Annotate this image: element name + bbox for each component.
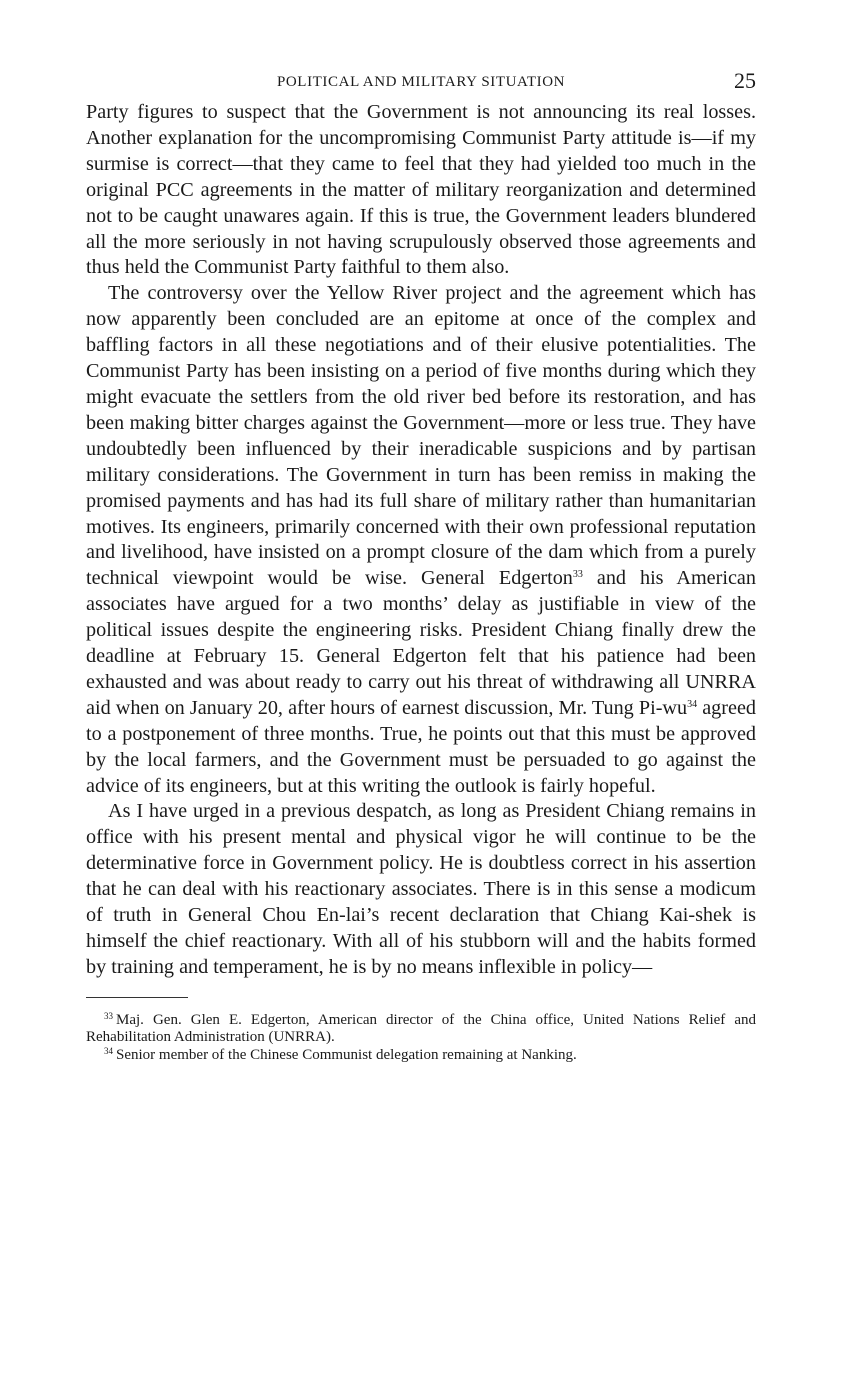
paragraph-3-text: As I have urged in a previous despatch, as long as President Chiang remains in office with his present mental and physical vigor he will continue to be the determinative force in Government policy. He is doubtless correct in his assertion that he can deal with his reactionary associates. There is in this sense a modicum of truth in General Chou En-lai’s recent declaration that Chiang Kai-shek is himself the chief reactionary. With all of his stubborn will and the habits formed by training and temperament, he is by no means inflexible in policy— [86,800,756,978]
footnote-divider [86,997,188,998]
page-number: 25 [734,68,756,93]
footnote-text: Senior member of the Chinese Communist delegation remaining at Nanking. [116,1046,577,1063]
footnote-marker: 33 [104,1010,113,1021]
paragraph-1 [86,100,756,281]
book-page [86,66,756,1065]
paragraph-1-text: Party figures to suspect that the Government is not announcing its real losses. Another explanation for the uncompromising Communist Party attitude is—if my surmise is correct—that they came to feel that they had yielded too much in the original PCC agreements in the matter of military reorganization and determined not to be caught unawares again. If this is true, the Government leaders blundered all the more seriously in not having scrupulously observed those agreements and thus held the Communist Party faithful to them also. [86,101,756,279]
footnote-ref-33[interactable]: 33 [572,569,583,581]
body-text [86,100,756,981]
footnote-ref-34[interactable]: 34 [687,698,698,710]
footnote-33 [86,1012,756,1046]
running-title: POLITICAL AND MILITARY SITUATION [276,74,566,90]
footnote-marker: 34 [104,1045,113,1056]
footnotes [86,1012,756,1064]
paragraph-3 [86,799,756,980]
footnote-34 [86,1047,756,1064]
paragraph-2-text-a: The controversy over the Yellow River project and the agreement which has now apparently been concluded are an epitome at once of the complex and baffling factors in all these negotiations and of their elusive potentialities. The Communist Party has been insisting on a period of five months during which they might evacuate the settlers from the old river bed before its restoration, and has been making bitter charges against the Government—more or less true. They have undoubtedly been influenced by their ineradicable suspicions and by partisan military considerations. The Government in turn has been remiss in making the promised payments and has had its full share of military rather than humanitarian motives. Its engineers, primarily concerned with their own professional reputation and livelihood, have insisted on a prompt closure of the dam which from a purely technical viewpoint would be wise. General Edgerton [86,282,756,590]
paragraph-2-text-b: and his American associates have argued for a two months’ delay as justifiable in view of the political issues despite the engineering risks. President Chiang finally drew the deadline at February 15. General Edgerton felt that his patience had been exhausted and was about ready to carry out his threat of withdrawing all UNRRA aid when on January 20, after hours of earnest discussion, Mr. Tung Pi-wu [86,567,756,719]
footnote-text: Maj. Gen. Glen E. Edgerton, American director of the China office, United Nations Relief and Rehabilitation Administration (UNRRA). [86,1011,756,1045]
paragraph-2 [86,281,756,799]
running-header [86,66,756,100]
paragraph-2-text-c: agreed to a postponement of three months. True, he points out that this must be approved by the local farmers, and the Government must be persuaded to go against the advice of its engineers, but at this writing the outlook is fairly hopeful. [86,696,756,797]
